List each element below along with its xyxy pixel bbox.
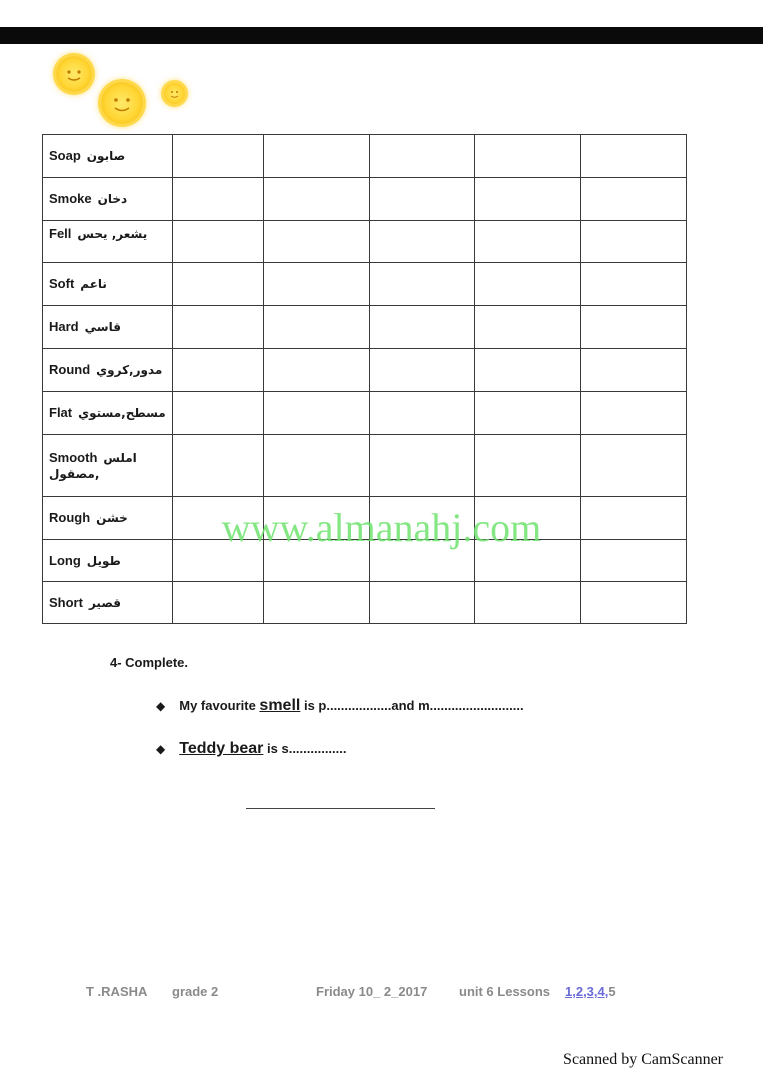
blank-cell[interactable] [475,178,581,221]
blank-cell[interactable] [581,349,687,392]
blank-cell[interactable] [264,582,370,624]
blank-cell[interactable] [264,263,370,306]
diamond-bullet-icon: ◆ [156,742,166,756]
blank-cell[interactable] [173,392,264,435]
blank-cell[interactable] [475,135,581,178]
table-row [43,392,687,435]
table-row [43,306,687,349]
blank-cell[interactable] [173,582,264,624]
blank-cell[interactable] [173,221,264,263]
sun-icon [164,83,185,104]
blank-cell[interactable] [581,582,687,624]
word-cell: Fell يشعر, يحس [43,221,173,263]
footer-unit: unit 6 Lessons [459,984,551,999]
blank-cell[interactable] [475,435,581,497]
diamond-bullet-icon: ◆ [156,699,166,713]
word-cell: Smooth املس مصقول, [43,435,173,497]
word-cell: Soap صابون [43,135,173,178]
blank-cell[interactable] [173,435,264,497]
blank-cell[interactable] [264,135,370,178]
sun-icon [56,56,92,92]
word-cell: Rough خشن [43,497,173,540]
blank-cell[interactable] [370,263,475,306]
blank-cell[interactable] [581,263,687,306]
blank-cell[interactable] [370,135,475,178]
blank-cell[interactable] [173,263,264,306]
word-cell: Short قصير [43,582,173,624]
blank-cell[interactable] [264,221,370,263]
complete-sentence-2: ◆ Teddy bear is s................ [156,740,347,757]
blank-cell[interactable] [264,178,370,221]
blank-cell[interactable] [370,435,475,497]
word-cell: Round مدور,كروي [43,349,173,392]
blank-cell[interactable] [475,221,581,263]
table-row [43,349,687,392]
word-cell: Flat مسطح,مستوي [43,392,173,435]
blank-cell[interactable] [581,435,687,497]
blank-cell[interactable] [173,135,264,178]
blank-cell[interactable] [370,221,475,263]
word-cell: Smoke دخان [43,178,173,221]
table-row [43,263,687,306]
table-row [43,435,687,497]
footer-grade: grade 2 [172,984,219,999]
top-black-bar [0,27,763,44]
blank-cell[interactable] [370,178,475,221]
table-row [43,221,687,263]
word-cell: Long طويل [43,540,173,582]
blank-cell[interactable] [264,392,370,435]
keyword: smell [259,697,301,714]
blank-cell[interactable] [475,392,581,435]
blank-cell[interactable] [370,392,475,435]
blank-cell[interactable] [581,178,687,221]
blank-cell[interactable] [370,306,475,349]
blank-cell[interactable] [475,582,581,624]
blank-cell[interactable] [475,306,581,349]
blank-cell[interactable] [581,306,687,349]
blank-cell[interactable] [264,349,370,392]
keyword: Teddy bear [179,740,264,757]
table-row [43,178,687,221]
sun-icon [101,82,143,124]
table-row [43,582,687,624]
blank-cell[interactable] [581,392,687,435]
blank-cell[interactable] [370,582,475,624]
blank-cell[interactable] [173,306,264,349]
blank-cell[interactable] [264,435,370,497]
scanner-credit: Scanned by CamScanner [563,1051,723,1068]
blank-cell[interactable] [581,221,687,263]
footer-teacher: T .RASHA [86,984,148,999]
footer-lessons: 1,2,3,4,5 [565,984,616,999]
word-cell: Hard قاسي [43,306,173,349]
lessons-link[interactable]: 1,2,3,4, [565,984,609,999]
blank-cell[interactable] [475,349,581,392]
table-row [43,135,687,178]
blank-cell[interactable] [475,263,581,306]
watermark: www.almanahj.com [221,505,542,550]
blank-cell[interactable] [264,306,370,349]
word-cell: Soft ناعم [43,263,173,306]
blank-cell[interactable] [370,349,475,392]
exercise-title: 4- Complete. [110,655,189,670]
footer-date: Friday 10_ 2_2017 [316,984,428,999]
blank-cell[interactable] [173,349,264,392]
blank-cell[interactable] [173,178,264,221]
separator-line [246,808,435,809]
blank-cell[interactable] [581,135,687,178]
complete-sentence-1: ◆ My favourite smell is p..................and m.......................... [156,697,524,714]
